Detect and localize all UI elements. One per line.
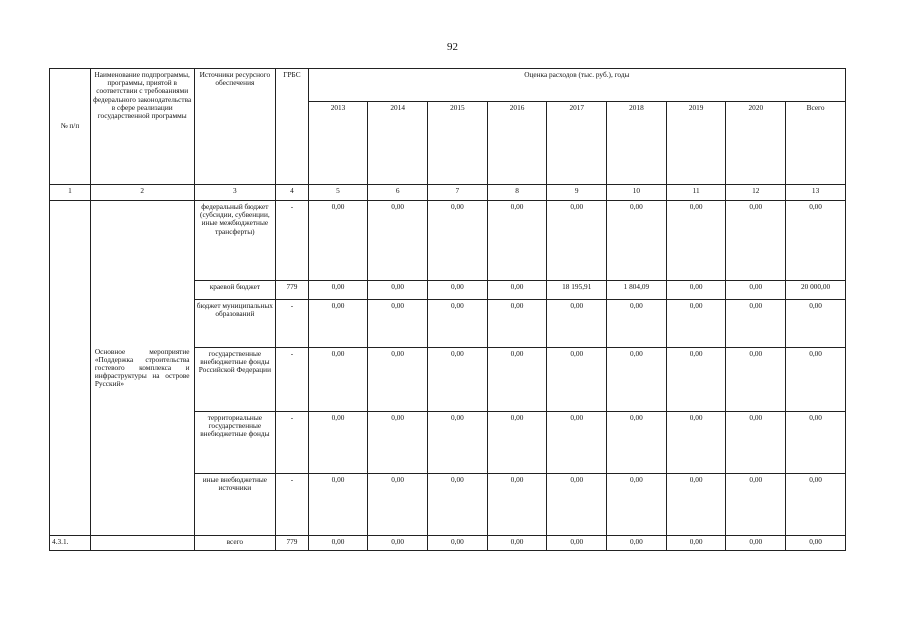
value-cell: 0,00 [666, 474, 726, 536]
value-cell: 0,00 [607, 300, 667, 348]
value-cell: 0,00 [666, 201, 726, 281]
value-cell: 0,00 [487, 474, 547, 536]
value-cell: 0,00 [607, 348, 667, 412]
value-cell: 0,00 [726, 348, 786, 412]
column-index: 5 [308, 185, 368, 201]
column-index: 8 [487, 185, 547, 201]
value-cell: 0,00 [368, 412, 428, 474]
header-costs: Оценка расходов (тыс. руб.), годы [308, 69, 845, 102]
value-cell: 0,00 [428, 412, 488, 474]
header-year: 2017 [547, 102, 607, 185]
value-cell: 0,00 [786, 201, 846, 281]
value-cell: 0,00 [428, 201, 488, 281]
row-num-cell [50, 201, 91, 536]
total-num: 4.3.1. [50, 536, 91, 551]
value-cell: 0,00 [666, 300, 726, 348]
value-cell: 0,00 [368, 348, 428, 412]
total-value-cell: 0,00 [666, 536, 726, 551]
value-cell: 0,00 [428, 300, 488, 348]
total-source: всего [194, 536, 276, 551]
column-index: 1 [50, 185, 91, 201]
value-cell: 0,00 [368, 300, 428, 348]
value-cell: 0,00 [308, 412, 368, 474]
column-index: 9 [547, 185, 607, 201]
value-cell: 0,00 [547, 474, 607, 536]
total-value-cell: 0,00 [428, 536, 488, 551]
grbs-cell: - [276, 474, 308, 536]
value-cell: 0,00 [487, 201, 547, 281]
value-cell: 0,00 [428, 348, 488, 412]
header-year: 2014 [368, 102, 428, 185]
header-year: 2015 [428, 102, 488, 185]
value-cell: 0,00 [666, 412, 726, 474]
value-cell: 0,00 [666, 348, 726, 412]
grbs-cell: - [276, 300, 308, 348]
value-cell: 0,00 [487, 348, 547, 412]
header-grbs: ГРБС [276, 69, 308, 185]
value-cell: 0,00 [368, 474, 428, 536]
column-index: 11 [666, 185, 726, 201]
source-cell: бюджет муниципальных образований [194, 300, 276, 348]
value-cell: 0,00 [726, 412, 786, 474]
value-cell: 0,00 [428, 281, 488, 300]
header-name: Наименование подпрограммы, программы, приятой в соответствии с требованиями федерального законодательства в сфере реализации государственной программы [90, 69, 194, 185]
value-cell: 0,00 [786, 474, 846, 536]
header-year: 2020 [726, 102, 786, 185]
value-cell: 0,00 [308, 348, 368, 412]
measure-name: Основное мероприятие «Поддержка строительства гостевого комплекса и инфраструктуры на острове Русский» [90, 201, 194, 536]
column-index: 10 [607, 185, 667, 201]
table-row [50, 201, 846, 281]
source-cell: территориальные государственные внебюджетные фонды [194, 412, 276, 474]
header-year: 2013 [308, 102, 368, 185]
column-index: 13 [786, 185, 846, 201]
value-cell: 0,00 [547, 412, 607, 474]
header-year: Всего [786, 102, 846, 185]
header-sources: Источники ресурсного обеспечения [194, 69, 276, 185]
header-year: 2018 [607, 102, 667, 185]
value-cell: 20 000,00 [786, 281, 846, 300]
total-row [50, 536, 846, 551]
total-value-cell: 0,00 [487, 536, 547, 551]
value-cell: 0,00 [607, 412, 667, 474]
value-cell: 0,00 [487, 412, 547, 474]
value-cell: 0,00 [547, 300, 607, 348]
header-year: 2016 [487, 102, 547, 185]
value-cell: 1 804,09 [607, 281, 667, 300]
total-value-cell: 0,00 [726, 536, 786, 551]
source-cell: краевой бюджет [194, 281, 276, 300]
header-num: № п/п [50, 69, 91, 185]
value-cell: 0,00 [308, 281, 368, 300]
column-index: 4 [276, 185, 308, 201]
source-cell: иные внебюджетные источники [194, 474, 276, 536]
budget-table [49, 68, 846, 551]
header-year: 2019 [666, 102, 726, 185]
value-cell: 0,00 [487, 300, 547, 348]
value-cell: 0,00 [547, 201, 607, 281]
value-cell: 0,00 [308, 300, 368, 348]
total-value-cell: 0,00 [547, 536, 607, 551]
value-cell: 0,00 [726, 281, 786, 300]
value-cell: 0,00 [368, 281, 428, 300]
total-name [90, 536, 194, 551]
value-cell: 0,00 [726, 474, 786, 536]
grbs-cell: - [276, 348, 308, 412]
value-cell: 0,00 [368, 201, 428, 281]
column-index: 7 [428, 185, 488, 201]
value-cell: 0,00 [726, 300, 786, 348]
total-value-cell: 0,00 [308, 536, 368, 551]
grbs-cell: 779 [276, 281, 308, 300]
value-cell: 0,00 [428, 474, 488, 536]
value-cell: 0,00 [308, 201, 368, 281]
total-grbs: 779 [276, 536, 308, 551]
grbs-cell: - [276, 201, 308, 281]
source-cell: государственные внебюджетные фонды Российской Федерации [194, 348, 276, 412]
value-cell: 0,00 [666, 281, 726, 300]
value-cell: 0,00 [607, 474, 667, 536]
value-cell: 0,00 [786, 300, 846, 348]
column-index: 3 [194, 185, 276, 201]
total-value-cell: 0,00 [786, 536, 846, 551]
value-cell: 0,00 [487, 281, 547, 300]
value-cell: 0,00 [547, 348, 607, 412]
total-value-cell: 0,00 [368, 536, 428, 551]
value-cell: 18 195,91 [547, 281, 607, 300]
column-index: 6 [368, 185, 428, 201]
value-cell: 0,00 [726, 201, 786, 281]
source-cell: федеральный бюджет (субсидии, субвенции, иные межбюджетные трансферты) [194, 201, 276, 281]
column-index: 12 [726, 185, 786, 201]
grbs-cell: - [276, 412, 308, 474]
value-cell: 0,00 [786, 348, 846, 412]
column-index: 2 [90, 185, 194, 201]
total-value-cell: 0,00 [607, 536, 667, 551]
value-cell: 0,00 [308, 474, 368, 536]
value-cell: 0,00 [786, 412, 846, 474]
value-cell: 0,00 [607, 201, 667, 281]
page-number: 92 [447, 41, 458, 53]
